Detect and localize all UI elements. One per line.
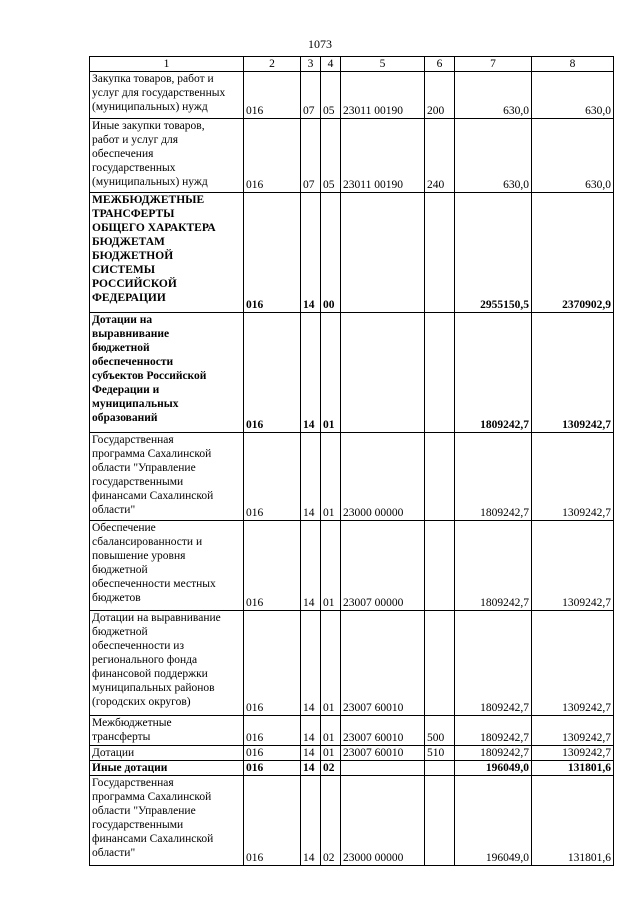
cell-c7: 1809242,7 [455,433,532,521]
cell-c8: 1309242,7 [532,611,614,716]
cell-c5: 23011 00190 [341,72,425,119]
cell-c7: 630,0 [455,72,532,119]
cell-c5 [341,193,425,313]
cell-c3: 14 [301,746,321,761]
cell-c6: 510 [425,746,455,761]
cell-c3: 14 [301,611,321,716]
cell-c7: 1809242,7 [455,611,532,716]
cell-c2: 016 [244,716,301,746]
row-name: Государственная программа Сахалинской области "Управление государственными финансами Сахалинской области" [90,433,244,521]
cell-c7: 1809242,7 [455,521,532,611]
cell-c2: 016 [244,521,301,611]
cell-c6 [425,433,455,521]
row-name: Закупка товаров, работ и услуг для государственных (муниципальных) нужд [90,72,244,119]
cell-c2: 016 [244,776,301,866]
cell-c4: 01 [321,611,341,716]
cell-c3: 14 [301,521,321,611]
page-number: 1073 [308,37,332,51]
row-name: Обеспечение сбалансированности и повышение уровня бюджетной обеспеченности местных бюджетов [90,521,244,611]
row-name: Дотации на выравнивание бюджетной обеспеченности субъектов Российской Федерации и муниципальных образований [90,313,244,433]
table-row [90,313,614,433]
cell-c6 [425,193,455,313]
cell-c3: 14 [301,716,321,746]
cell-c5: 23007 60010 [341,716,425,746]
table-row [90,776,614,866]
cell-c2: 016 [244,746,301,761]
cell-c6 [425,776,455,866]
cell-c3: 14 [301,193,321,313]
row-name: Дотации [90,746,244,761]
row-name: Дотации на выравнивание бюджетной обеспеченности из регионального фонда финансовой поддержки муниципальных районов (городских округов) [90,611,244,716]
cell-c3: 14 [301,433,321,521]
budget-table [89,56,614,866]
row-name: Иные дотации [90,761,244,776]
cell-c2: 016 [244,193,301,313]
cell-c6: 200 [425,72,455,119]
cell-c6: 240 [425,119,455,193]
cell-c2: 016 [244,313,301,433]
cell-c7: 196049,0 [455,776,532,866]
cell-c3: 14 [301,776,321,866]
table-row [90,611,614,716]
header-cell: 6 [425,57,455,72]
cell-c4: 00 [321,193,341,313]
cell-c8: 1309242,7 [532,433,614,521]
cell-c4: 02 [321,776,341,866]
cell-c5: 23011 00190 [341,119,425,193]
cell-c5 [341,313,425,433]
header-cell: 3 [301,57,321,72]
cell-c8: 630,0 [532,72,614,119]
cell-c7: 196049,0 [455,761,532,776]
cell-c2: 016 [244,611,301,716]
table-row [90,761,614,776]
cell-c2: 016 [244,119,301,193]
cell-c7: 1809242,7 [455,746,532,761]
row-name: Межбюджетные трансферты [90,716,244,746]
cell-c5 [341,761,425,776]
cell-c4: 01 [321,433,341,521]
cell-c7: 1809242,7 [455,716,532,746]
cell-c7: 1809242,7 [455,313,532,433]
header-cell: 7 [455,57,532,72]
cell-c6: 500 [425,716,455,746]
table-row [90,72,614,119]
cell-c6 [425,521,455,611]
cell-c4: 05 [321,72,341,119]
header-cell: 4 [321,57,341,72]
header-cell: 8 [532,57,614,72]
cell-c6 [425,611,455,716]
cell-c4: 01 [321,716,341,746]
table-row [90,716,614,746]
cell-c8: 1309242,7 [532,313,614,433]
cell-c3: 14 [301,313,321,433]
cell-c5: 23000 00000 [341,776,425,866]
header-cell: 1 [90,57,244,72]
cell-c7: 2955150,5 [455,193,532,313]
cell-c8: 1309242,7 [532,746,614,761]
row-name: Иные закупки товаров, работ и услуг для обеспечения государственных (муниципальных) нужд [90,119,244,193]
table-row [90,119,614,193]
cell-c5: 23007 00000 [341,521,425,611]
cell-c8: 630,0 [532,119,614,193]
cell-c2: 016 [244,761,301,776]
cell-c3: 07 [301,72,321,119]
header-cell: 5 [341,57,425,72]
header-row [90,57,614,72]
table-row [90,193,614,313]
cell-c5: 23000 00000 [341,433,425,521]
cell-c8: 131801,6 [532,761,614,776]
cell-c4: 02 [321,761,341,776]
table-row [90,746,614,761]
cell-c4: 01 [321,313,341,433]
cell-c2: 016 [244,72,301,119]
cell-c7: 630,0 [455,119,532,193]
cell-c5: 23007 60010 [341,611,425,716]
table-row [90,433,614,521]
cell-c8: 131801,6 [532,776,614,866]
cell-c6 [425,761,455,776]
header-cell: 2 [244,57,301,72]
cell-c8: 2370902,9 [532,193,614,313]
cell-c3: 07 [301,119,321,193]
cell-c4: 01 [321,746,341,761]
cell-c8: 1309242,7 [532,716,614,746]
cell-c6 [425,313,455,433]
cell-c4: 01 [321,521,341,611]
cell-c4: 05 [321,119,341,193]
table-row [90,521,614,611]
cell-c5: 23007 60010 [341,746,425,761]
cell-c2: 016 [244,433,301,521]
row-name: МЕЖБЮДЖЕТНЫЕ ТРАНСФЕРТЫ ОБЩЕГО ХАРАКТЕРА БЮДЖЕТАМ БЮДЖЕТНОЙ СИСТЕМЫ РОССИЙСКОЙ ФЕДЕРАЦИИ [90,193,244,313]
cell-c3: 14 [301,761,321,776]
row-name: Государственная программа Сахалинской области "Управление государственными финансами Сахалинской области" [90,776,244,866]
cell-c8: 1309242,7 [532,521,614,611]
